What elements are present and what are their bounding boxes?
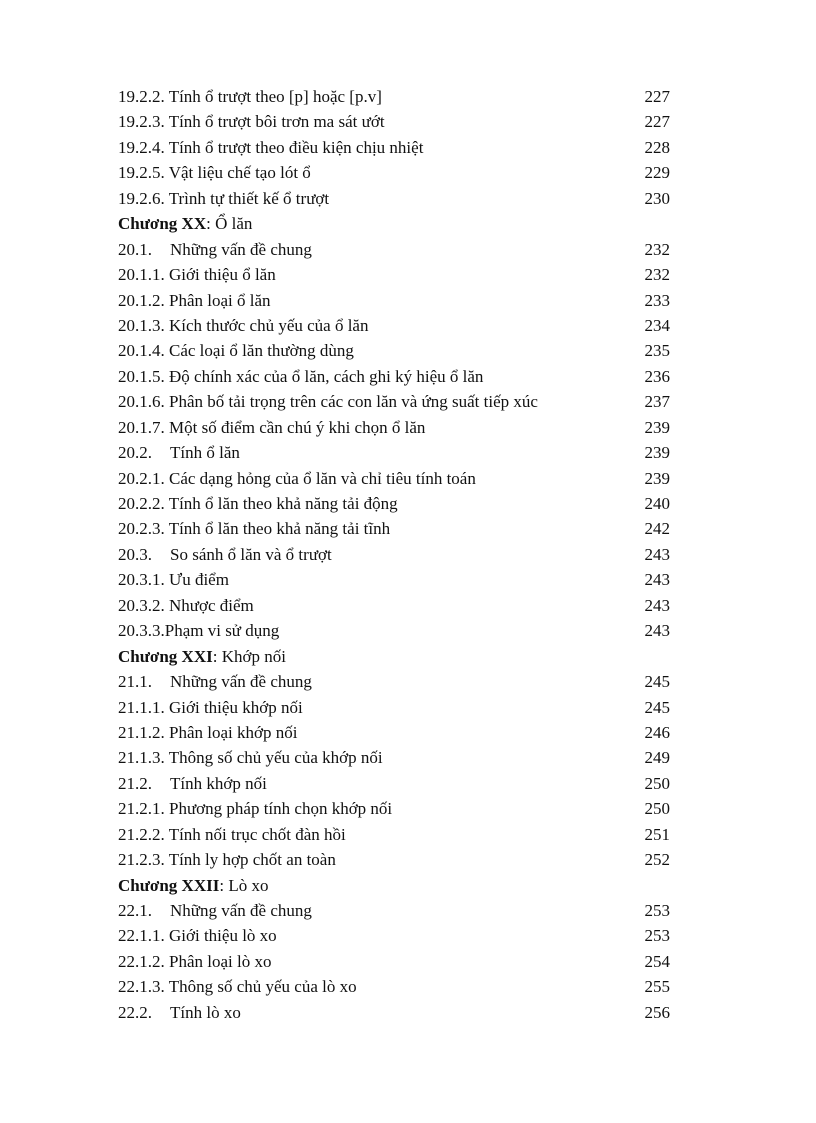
toc-entry-title: 19.2.5. Vật liệu chế tạo lót ổ [118, 163, 311, 183]
toc-entry-title: 22.1.2. Phân loại lò xo [118, 951, 272, 971]
toc-page-number: 242 [644, 519, 670, 539]
toc-section-row [118, 771, 670, 796]
toc-page-number: 245 [644, 672, 670, 692]
toc-entry-title [118, 771, 267, 796]
toc-page-number: 239 [644, 417, 670, 437]
toc-entry-row [118, 796, 670, 821]
toc-section-row [118, 669, 670, 694]
section-title: Những vấn đề chung [170, 672, 312, 692]
toc-entry-title: 20.3.3.Phạm vi sử dụng [118, 621, 280, 641]
toc-entry-row [118, 186, 670, 211]
toc-entry-row [118, 109, 670, 134]
toc-chapter-heading [118, 873, 670, 898]
toc-entry-row [118, 160, 670, 185]
toc-entry-title: 19.2.3. Tính ổ trượt bôi trơn ma sát ướt [118, 112, 385, 132]
toc-entry-row [118, 567, 670, 592]
toc-entry-title: 21.1.2. Phân loại khớp nối [118, 722, 298, 742]
toc-entry-title: 21.2.3. Tính ly hợp chốt an toàn [118, 850, 336, 870]
table-of-contents [118, 84, 670, 1025]
toc-page-number: 251 [644, 824, 670, 844]
toc-entry-title: 19.2.2. Tính ổ trượt theo [p] hoặc [p.v] [118, 87, 382, 106]
toc-page-number: 227 [644, 87, 670, 106]
toc-entry-row [118, 262, 670, 287]
toc-section-row [118, 237, 670, 262]
toc-entry-title [118, 440, 240, 465]
toc-entry-row [118, 949, 670, 974]
toc-entry-row [118, 288, 670, 313]
toc-entry-row [118, 923, 670, 948]
toc-entry-row [118, 338, 670, 363]
toc-entry-title: 20.1.6. Phân bố tải trọng trên các con lăn và ứng suất tiếp xúc [118, 392, 538, 412]
toc-entry-title: 20.1.7. Một số điểm cần chú ý khi chọn ổ lăn [118, 417, 426, 437]
toc-entry-title: 20.1.5. Độ chính xác của ổ lăn, cách ghi ký hiệu ổ lăn [118, 366, 484, 386]
toc-entry-title: 21.1.1. Giới thiệu khớp nối [118, 697, 303, 717]
toc-page-number: 227 [644, 112, 670, 132]
toc-entry-title: 20.1.1. Giới thiệu ổ lăn [118, 265, 276, 285]
toc-page-number: 250 [644, 799, 670, 819]
section-number: 21.1. [118, 672, 152, 692]
toc-entry-row [118, 364, 670, 389]
toc-page-number: 255 [644, 977, 670, 997]
toc-page-number: 243 [644, 621, 670, 641]
toc-entry-title: 19.2.6. Trình tự thiết kế ổ trượt [118, 188, 330, 208]
toc-entry-row [118, 847, 670, 872]
toc-page-number: 243 [644, 595, 670, 615]
toc-entry-title [118, 1000, 241, 1025]
toc-entry-title: 22.1.1. Giới thiệu lò xo [118, 926, 277, 946]
section-title: Tính khớp nối [170, 773, 267, 793]
toc-entry-title: 20.1.4. Các loại ổ lăn thường dùng [118, 341, 354, 361]
toc-entry-row [118, 695, 670, 720]
toc-page-number: 253 [644, 901, 670, 920]
toc-entry-title: 21.2.2. Tính nối trục chốt đàn hồi [118, 824, 346, 844]
toc-page-number: 236 [644, 366, 670, 386]
toc-page-number: 230 [644, 188, 670, 208]
toc-entry-title: 20.3.2. Nhược điểm [118, 595, 254, 615]
toc-page-number: 239 [644, 443, 670, 463]
toc-entry-title: 21.1.3. Thông số chủ yếu của khớp nối [118, 748, 383, 768]
toc-page-number: 237 [644, 392, 670, 412]
toc-chapter-heading [118, 644, 670, 669]
toc-entry-title: 20.2.1. Các dạng hỏng của ổ lăn và chỉ tiêu tính toán [118, 468, 476, 488]
chapter-title [118, 873, 268, 898]
toc-entry-row [118, 389, 670, 414]
section-number: 20.1. [118, 239, 152, 259]
toc-entry-row [118, 491, 670, 516]
toc-entry-row [118, 822, 670, 847]
toc-page-number: 250 [644, 773, 670, 793]
toc-entry-title: 20.3.1. Ưu điểm [118, 570, 229, 590]
toc-page-number: 246 [644, 722, 670, 742]
toc-entry-title: 20.2.3. Tính ổ lăn theo khả năng tải tĩnh [118, 519, 391, 539]
toc-entry-title: 20.1.3. Kích thước chủ yếu của ổ lăn [118, 315, 369, 335]
toc-page-number: 240 [644, 494, 670, 513]
toc-entry-row [118, 516, 670, 541]
toc-section-row [118, 898, 670, 923]
chapter-title [118, 211, 252, 236]
chapter-label: Chương XX [118, 214, 207, 234]
toc-chapter-heading [118, 211, 670, 236]
toc-entry-title: 20.1.2. Phân loại ổ lăn [118, 290, 271, 310]
toc-page-number: 234 [644, 315, 670, 335]
section-number: 20.2. [118, 443, 152, 463]
toc-page-number: 253 [644, 926, 670, 946]
section-title: Tính lò xo [170, 1002, 241, 1022]
toc-entry-title [118, 542, 332, 567]
toc-page-number: 252 [644, 850, 670, 870]
toc-section-row [118, 542, 670, 567]
toc-section-row [118, 1000, 670, 1025]
chapter-name: : Khớp nối [212, 646, 286, 666]
toc-page-number: 249 [644, 748, 670, 768]
toc-entry-title [118, 898, 312, 923]
toc-page-number: 254 [644, 951, 670, 971]
toc-entry-row [118, 415, 670, 440]
toc-page-number: 233 [644, 290, 670, 310]
toc-entry-title: 20.2.2. Tính ổ lăn theo khả năng tải động [118, 494, 398, 513]
toc-entry-title: 21.2.1. Phương pháp tính chọn khớp nối [118, 799, 393, 819]
toc-page-number: 239 [644, 468, 670, 488]
section-title: Những vấn đề chung [170, 901, 312, 920]
toc-entry-title [118, 237, 312, 262]
chapter-label: Chương XXI [118, 646, 213, 666]
section-number: 22.2. [118, 1002, 152, 1022]
toc-page-number: 229 [644, 163, 670, 183]
section-title: So sánh ổ lăn và ổ trượt [170, 544, 332, 564]
toc-page-number: 243 [644, 544, 670, 564]
section-title: Tính ổ lăn [170, 443, 240, 463]
toc-entry-row [118, 618, 670, 643]
toc-entry-title [118, 669, 312, 694]
toc-page-number: 245 [644, 697, 670, 717]
section-number: 22.1. [118, 901, 152, 920]
section-number: 21.2. [118, 773, 152, 793]
toc-page-number: 243 [644, 570, 670, 590]
toc-entry-row [118, 84, 670, 109]
toc-entry-row [118, 135, 670, 160]
toc-entry-row [118, 466, 670, 491]
toc-entry-row [118, 720, 670, 745]
toc-page-number: 232 [644, 239, 670, 259]
chapter-name: : Ổ lăn [206, 214, 253, 234]
chapter-label: Chương XXII [118, 875, 220, 895]
toc-page-number: 256 [644, 1002, 670, 1022]
section-number: 20.3. [118, 544, 152, 564]
chapter-name: : Lò xo [219, 875, 269, 895]
toc-page-number: 232 [644, 265, 670, 285]
toc-entry-row [118, 974, 670, 999]
chapter-title [118, 644, 286, 669]
toc-page-number: 235 [644, 341, 670, 361]
toc-page-number: 228 [644, 137, 670, 157]
toc-entry-row [118, 313, 670, 338]
toc-entry-title: 19.2.4. Tính ổ trượt theo điều kiện chịu nhiệt [118, 137, 424, 157]
toc-section-row [118, 440, 670, 465]
toc-entry-row [118, 593, 670, 618]
section-title: Những vấn đề chung [170, 239, 312, 259]
toc-entry-title: 22.1.3. Thông số chủ yếu của lò xo [118, 977, 357, 997]
toc-entry-row [118, 745, 670, 770]
